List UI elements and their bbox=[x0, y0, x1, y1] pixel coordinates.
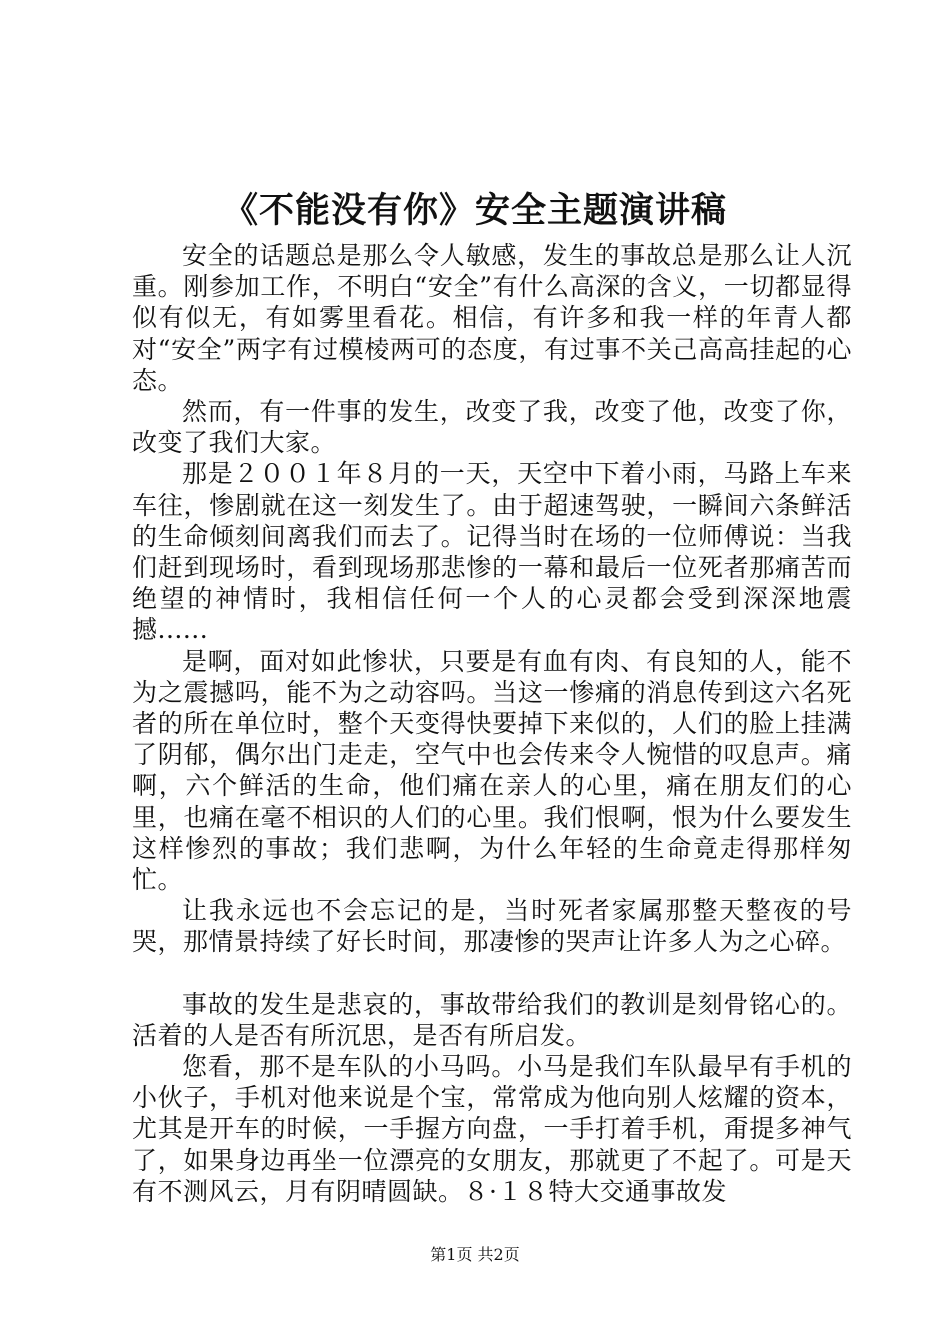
paragraph: 那是２００１年８月的一天，天空中下着小雨，马路上车来车往，惨剧就在这一刻发生了。由于超速驾驶，一瞬间六条鲜活的生命倾刻间离我们而去了。记得当时在场的一位师傅说：当我们赶到现场时，看到现场那悲惨的一幕和最后一位死者那痛苦而绝望的神情时，我相信任何一个人的心灵都会受到深深地震撼...... bbox=[132, 459, 852, 645]
document-body bbox=[132, 240, 852, 1207]
paragraph: 然而，有一件事的发生，改变了我，改变了他，改变了你，改变了我们大家。 bbox=[132, 397, 852, 458]
paragraph: 是啊，面对如此惨状，只要是有血有肉、有良知的人，能不为之震撼吗，能不为之动容吗。当这一惨痛的消息传到这六名死者的所在单位时，整个天变得快要掉下来似的，人们的脸上挂满了阴郁，偶尔出门走走，空气中也会传来令人惋惜的叹息声。痛啊，六个鲜活的生命，他们痛在亲人的心里，痛在朋友们的心里，也痛在毫不相识的人们的心里。我们恨啊，恨为什么要发生这样惨烈的事故；我们悲啊，为什么年轻的生命竟走得那样匆忙。 bbox=[132, 646, 852, 895]
paragraph: 您看，那不是车队的小马吗。小马是我们车队最早有手机的小伙子，手机对他来说是个宝，常常成为他向别人炫耀的资本，尤其是开车的时候，一手握方向盘，一手打着手机，甭提多神气了，如果身边再坐一位漂亮的女朋友，那就更了不起了。可是天有不测风云，月有阴晴圆缺。８·１８特大交通事故发 bbox=[132, 1052, 852, 1206]
page-footer: 第1页 共2页 bbox=[430, 1245, 520, 1264]
paragraph: 让我永远也不会忘记的是，当时死者家属那整天整夜的号哭，那情景持续了好长时间，那凄惨的哭声让许多人为之心碎。 bbox=[132, 896, 852, 957]
page-title: 《不能没有你》安全主题演讲稿 bbox=[222, 190, 727, 231]
paragraph: 事故的发生是悲哀的，事故带给我们的教训是刻骨铭心的。活着的人是否有所沉思，是否有所启发。 bbox=[132, 989, 852, 1050]
paragraph: 安全的话题总是那么令人敏感，发生的事故总是那么让人沉重。刚参加工作，不明白“安全”有什么高深的含义，一切都显得似有似无，有如雾里看花。相信，有许多和我一样的年青人都对“安全”两字有过模棱两可的态度，有过事不关己高高挂起的心态。 bbox=[132, 241, 852, 395]
